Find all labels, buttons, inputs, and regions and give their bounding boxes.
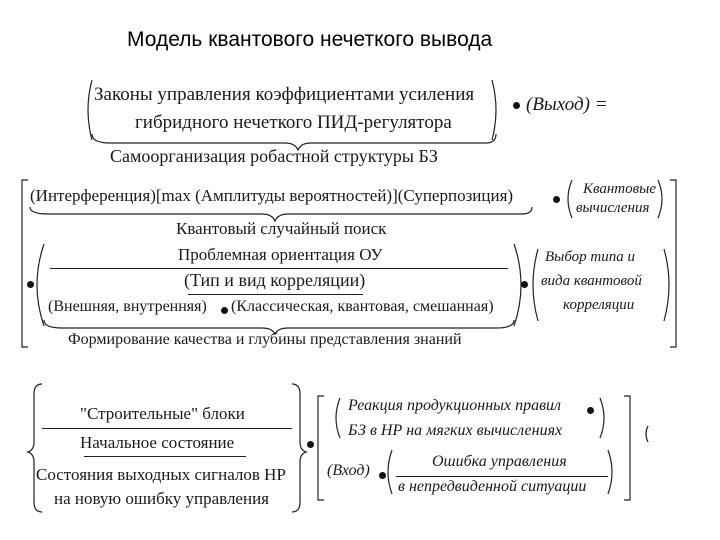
- middle-right-paren: [514, 244, 521, 326]
- new-error: на новую ошибку управления: [54, 489, 269, 508]
- error-line2: в непредвиденной ситуации: [398, 478, 587, 495]
- output-states: Состояния выходных сигналов НР: [36, 465, 286, 484]
- quantum-top: Квантовые: [583, 181, 656, 197]
- building-blocks: "Строительные" блоки: [80, 404, 245, 423]
- block1-dot: [513, 102, 520, 109]
- error-right-paren: [608, 450, 612, 494]
- reaction-line2: БЗ в НР на мягких вычислениях: [348, 422, 563, 439]
- quantum-right-paren: [658, 180, 662, 218]
- block2-left-bracket: [22, 180, 28, 347]
- reaction-left-paren: [336, 398, 340, 438]
- error-line1: Ошибка управления: [432, 453, 567, 470]
- type-kind: (Тип и вид корреляции): [184, 270, 366, 290]
- block3-dot: [307, 441, 314, 448]
- classic-quantum: (Классическая, квантовая, смешанная): [231, 298, 494, 315]
- reaction-right-paren: [600, 398, 604, 438]
- block3-right-brace: [292, 384, 306, 512]
- quantum-bottom: вычисления: [576, 200, 650, 216]
- block3-left-brace: [28, 384, 42, 512]
- block1-line1: Законы управления коэффициентами усиления: [94, 84, 475, 105]
- initial-state-underline: [84, 456, 246, 457]
- external-internal: (Внешняя, внутренняя): [48, 298, 207, 315]
- block3-left-bracket: [318, 396, 324, 500]
- choice-line2: вида квантовой: [541, 273, 642, 289]
- reaction-line1: Реакция продукционных правил: [348, 397, 561, 414]
- choice-left-paren: [533, 249, 538, 321]
- middle-left-paren: [37, 244, 44, 326]
- choice-line3: корреляции: [563, 297, 635, 313]
- block2-right-bracket: [670, 180, 676, 347]
- problem-orientation: Проблемная ориентация ОУ: [178, 245, 383, 264]
- choice-line1: Выбор типа и: [545, 249, 635, 265]
- block1-line2: гибридного нечеткого ПИД-регулятора: [135, 112, 452, 133]
- choice-right-paren: [664, 249, 669, 321]
- block1-left-paren: [88, 80, 92, 140]
- type-kind-underline: [188, 294, 363, 295]
- stray-paren: [646, 426, 648, 442]
- page-title: Модель квантового нечеткого вывода: [127, 28, 493, 51]
- block2-bottom-label: Формирование качества и глубины представления знаний: [68, 331, 462, 348]
- block2-middle-dot: [221, 307, 228, 314]
- block3-fraction-line: [42, 428, 292, 429]
- block2-row1-brace-label: Квантовый случайный поиск: [176, 219, 387, 238]
- block2-right-dot: [521, 281, 528, 288]
- block1-underbrace-label: Самоорганизация робастной структуры БЗ: [110, 146, 438, 166]
- block3-right-bracket: [624, 396, 630, 500]
- error-left-paren: [388, 450, 392, 494]
- input-label: (Вход): [327, 462, 370, 479]
- input-dot: [379, 472, 386, 479]
- block2-row1: (Интерференция)[max (Амплитуды вероятностей)](Суперпозиция): [30, 186, 514, 205]
- initial-state: Начальное состояние: [80, 433, 235, 452]
- block1-output: (Выход) =: [526, 94, 608, 115]
- block2-left-dot: [27, 281, 34, 288]
- quantum-left-paren: [568, 180, 572, 218]
- error-fraction-line: [396, 476, 608, 477]
- reaction-dot: [587, 407, 594, 414]
- fraction-line: [50, 268, 508, 269]
- block2-row1-dot: [553, 196, 560, 203]
- block1-right-paren: [492, 80, 496, 140]
